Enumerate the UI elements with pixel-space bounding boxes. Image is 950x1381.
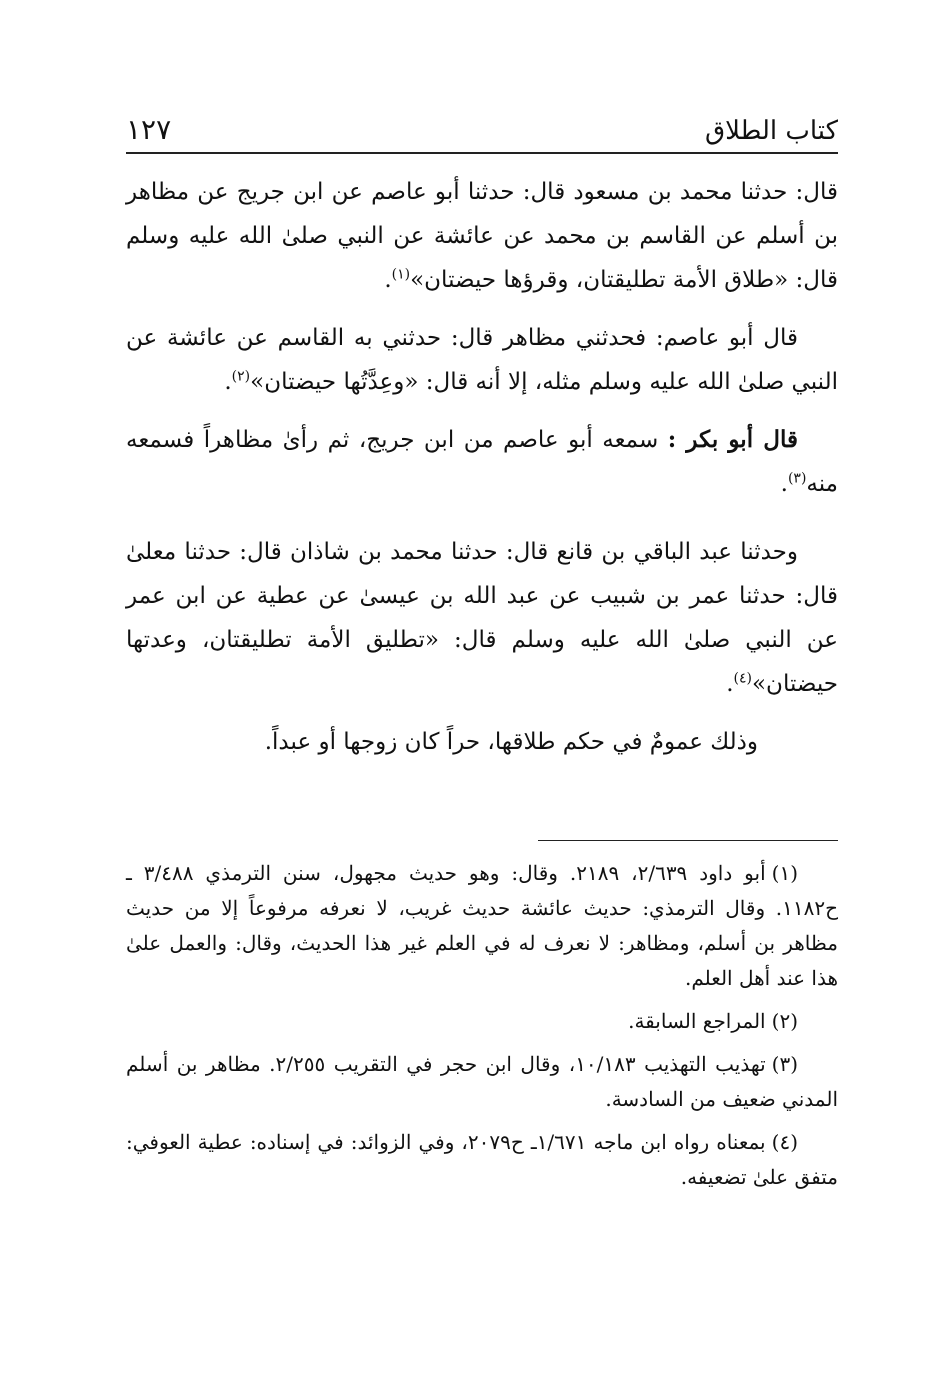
paragraph-lead: قال أبو بكر : xyxy=(667,426,798,453)
paragraph-text: قال أبو عاصم: فحدثني مظاهر قال: حدثني به القاسم عن عائشة عن النبي صلىٰ الله عليه وسلم مثله، إلا أنه قال: «وعِدَّتُها حيضتان» xyxy=(126,325,838,395)
paragraph: قال: حدثنا محمد بن مسعود قال: حدثنا أبو عاصم عن ابن جريج عن مظاهر بن أسلم عن القاسم بن محمد عن عائشة عن النبي صلىٰ الله عليه وسلم قال: «طلاق الأمة تطليقتان، وقرؤها حيضتان»$^{(١)}$. xyxy=(126,179,838,293)
paragraph: وحدثنا عبد الباقي بن قانع قال: حدثنا محمد بن شاذان قال: حدثنا معلىٰ قال: حدثنا عمر بن شبيب عن عبد الله بن عيسىٰ عن عطية عن ابن عمر عن النبي صلىٰ الله عليه وسلم قال: «تطليق الأمة تطليقتان، وعدتها حيضتان»$^{(٤)}$. xyxy=(126,539,838,697)
footnote xyxy=(126,1047,838,1117)
paragraph: قال أبو بكر : سمعه أبو عاصم من ابن جريج، ثم رأىٰ مظاهراً فسمعه منه$^{(٣)}$. xyxy=(126,426,838,497)
page-number: ١٢٧ xyxy=(126,113,172,146)
footnote-ref: (١) xyxy=(391,266,411,283)
running-header xyxy=(126,100,838,154)
footnote xyxy=(126,856,838,996)
footnotes xyxy=(126,856,838,1203)
footnote-text: المراجع السابقة. xyxy=(628,1009,766,1033)
footnote-ref: (٤) xyxy=(733,670,752,687)
footnote-number: (٢) xyxy=(771,1009,798,1033)
chapter-title: كتاب الطلاق xyxy=(704,116,838,146)
footnote-text: أبو داود ٢/٦٣٩، ٢١٨٩. وقال: وهو حديث مجهول، سنن الترمذي ٣/٤٨٨ ـ ح١١٨٢. وقال الترمذي: حديث عائشة حديث غريب، لا نعرفه مرفوعاً إلا من حديث مظاهر بن أسلم، ومظاهر: لا نعرف له في العلم غير هذا الحديث، وقال: والعمل علىٰ هذا عند أهل العلم. xyxy=(126,861,838,990)
paragraph-text: وحدثنا عبد الباقي بن قانع قال: حدثنا محمد بن شاذان قال: حدثنا معلىٰ قال: حدثنا عمر بن شبيب عن عبد الله بن عيسىٰ عن عطية عن ابن عمر عن النبي صلىٰ الله عليه وسلم قال: «تطليق الأمة تطليقتان، وعدتها حيضتان» xyxy=(126,539,838,697)
footnote-number: (٤) xyxy=(771,1130,798,1154)
footnote-number: (١) xyxy=(771,861,799,885)
paragraph-text: سمعه أبو عاصم من ابن جريج، ثم رأىٰ مظاهراً فسمعه منه xyxy=(126,427,838,497)
footnote-number: (٣) xyxy=(771,1052,799,1076)
footnote-separator xyxy=(538,840,838,841)
paragraph: وذلك عمومٌ في حكم طلاقها، حراً كان زوجها أو عبداً. xyxy=(264,729,758,755)
footnote xyxy=(126,1125,838,1195)
paragraph: قال أبو عاصم: فحدثني مظاهر قال: حدثني به القاسم عن عائشة عن النبي صلىٰ الله عليه وسلم مثله، إلا أنه قال: «وعِدَّتُها حيضتان»$^{(٢)}$. xyxy=(126,325,838,395)
footnote-ref: (٢) xyxy=(231,368,251,385)
paragraph-text: قال: حدثنا محمد بن مسعود قال: حدثنا أبو عاصم عن ابن جريج عن مظاهر بن أسلم عن القاسم بن محمد عن عائشة عن النبي صلىٰ الله عليه وسلم قال: «طلاق الأمة تطليقتان، وقرؤها حيضتان» xyxy=(126,179,838,293)
footnote xyxy=(126,1004,838,1039)
main-text xyxy=(126,170,838,778)
footnote-text: بمعناه رواه ابن ماجه ١/٦٧١ـ ح٢٠٧٩، وفي الزوائد: في إسناده: عطية العوفي: متفق علىٰ تضعيفه. xyxy=(126,1130,838,1189)
footnote-text: تهذيب التهذيب ١٠/١٨٣، وقال ابن حجر في التقريب ٢/٢٥٥. مظاهر بن أسلم المدني ضعيف من السادسة. xyxy=(126,1052,838,1111)
footnote-ref: (٣) xyxy=(787,470,807,487)
